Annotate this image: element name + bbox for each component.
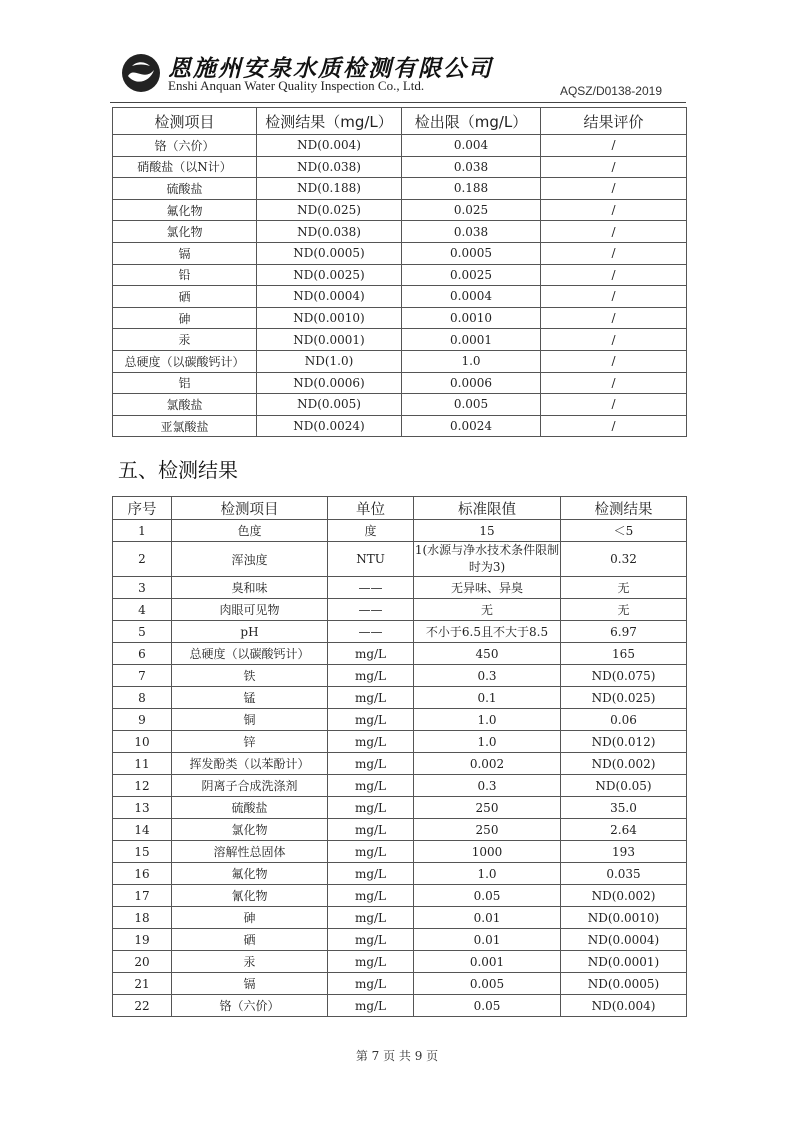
table-cell: 氯化物 [113, 221, 257, 243]
table-cell: 氯酸盐 [113, 394, 257, 416]
table-cell: 3 [113, 577, 172, 599]
table-cell: ND(0.0001) [257, 329, 402, 351]
table-cell: ND(0.002) [561, 885, 687, 907]
table-cell: 14 [113, 819, 172, 841]
table-cell: 16 [113, 863, 172, 885]
table-cell: 0.32 [561, 542, 687, 577]
table-row [113, 709, 687, 731]
table-row [113, 199, 687, 221]
table-cell: 锌 [172, 731, 328, 753]
table-cell: —— [328, 577, 414, 599]
table-cell: ND(0.004) [561, 995, 687, 1017]
table-cell: 0.05 [414, 885, 561, 907]
table-cell: ND(0.0001) [561, 951, 687, 973]
table-cell: 6.97 [561, 621, 687, 643]
table-cell: 0.01 [414, 907, 561, 929]
table-cell: 1.0 [414, 863, 561, 885]
table-cell: ND(0.025) [561, 687, 687, 709]
table-row [113, 863, 687, 885]
table-cell: 硫酸盐 [113, 178, 257, 200]
table-cell: 165 [561, 643, 687, 665]
table-cell: 7 [113, 665, 172, 687]
table-cell: ND(0.004) [257, 135, 402, 157]
report-number: AQSZ/D0138-2019 [559, 84, 662, 98]
table-row [113, 841, 687, 863]
table-row [113, 599, 687, 621]
table-cell: mg/L [328, 973, 414, 995]
page-footer: 第 7 页 共 9 页 [355, 1049, 439, 1063]
table-row [113, 221, 687, 243]
header-cell: 检测项目 [113, 108, 257, 135]
table-cell: mg/L [328, 841, 414, 863]
table-cell: 砷 [172, 907, 328, 929]
table-cell: / [541, 242, 687, 264]
table-cell: ND(0.005) [257, 394, 402, 416]
table-row [113, 753, 687, 775]
table-cell: 硒 [113, 286, 257, 308]
table-cell: 0.025 [402, 199, 541, 221]
table-cell: NTU [328, 542, 414, 577]
table-cell: 色度 [172, 520, 328, 542]
table-cell: 35.0 [561, 797, 687, 819]
table-cell: 2 [113, 542, 172, 577]
table-cell: 0.01 [414, 929, 561, 951]
table-cell: 10 [113, 731, 172, 753]
table-cell: 氰化物 [172, 885, 328, 907]
table-cell: 铬（六价） [113, 135, 257, 157]
table-cell: 15 [414, 520, 561, 542]
table-cell: 氯化物 [172, 819, 328, 841]
table-row [113, 797, 687, 819]
table-cell: / [541, 221, 687, 243]
table-row [113, 286, 687, 308]
table-cell: ND(0.038) [257, 221, 402, 243]
table-cell: 250 [414, 797, 561, 819]
table-cell: 无异味、异臭 [414, 577, 561, 599]
table-row [113, 643, 687, 665]
table-cell: mg/L [328, 643, 414, 665]
header-cell: 标准限值 [414, 497, 561, 520]
table-cell: 0.005 [414, 973, 561, 995]
table-cell: mg/L [328, 885, 414, 907]
table-cell: 0.005 [402, 394, 541, 416]
table-cell: 1 [113, 520, 172, 542]
table-row [113, 394, 687, 416]
table-row [113, 929, 687, 951]
table-cell: 硒 [172, 929, 328, 951]
table-cell: 15 [113, 841, 172, 863]
table-cell: 21 [113, 973, 172, 995]
table-cell: mg/L [328, 929, 414, 951]
table-cell: 17 [113, 885, 172, 907]
header-cell: 检测结果 [561, 497, 687, 520]
table-cell: 1(水源与净水技术条件限制时为3) [414, 542, 561, 577]
table-cell: 0.3 [414, 665, 561, 687]
table-cell: 0.001 [414, 951, 561, 973]
table-cell: / [541, 178, 687, 200]
table-cell: / [541, 372, 687, 394]
table-cell: ND(0.0004) [257, 286, 402, 308]
table-cell: 5 [113, 621, 172, 643]
table-cell: 0.035 [561, 863, 687, 885]
table-cell: ND(1.0) [257, 350, 402, 372]
table-row [113, 995, 687, 1017]
table-cell: 无 [561, 599, 687, 621]
table-cell: ND(0.0004) [561, 929, 687, 951]
table-cell: 1000 [414, 841, 561, 863]
table-cell: 度 [328, 520, 414, 542]
table-cell: 总硬度（以碳酸钙计） [113, 350, 257, 372]
section-title: 五、检测结果 [118, 458, 238, 482]
table-row [113, 731, 687, 753]
table-row [113, 307, 687, 329]
table-cell: / [541, 415, 687, 437]
table-cell: / [541, 394, 687, 416]
table-cell: / [541, 307, 687, 329]
table-cell: ND(0.0024) [257, 415, 402, 437]
table-cell: 0.0010 [402, 307, 541, 329]
table-cell: 11 [113, 753, 172, 775]
table-cell: / [541, 156, 687, 178]
table-row [113, 156, 687, 178]
table-row [113, 775, 687, 797]
table-cell: 硝酸盐（以N计） [113, 156, 257, 178]
table-row [113, 973, 687, 995]
table-cell: 镉 [113, 242, 257, 264]
table-row [113, 885, 687, 907]
table-cell: 250 [414, 819, 561, 841]
table-row [113, 242, 687, 264]
table-cell: 锰 [172, 687, 328, 709]
table-cell: 193 [561, 841, 687, 863]
table-cell: pH [172, 621, 328, 643]
table-row [113, 542, 687, 577]
table-cell: mg/L [328, 687, 414, 709]
table-cell: mg/L [328, 775, 414, 797]
table-cell: 镉 [172, 973, 328, 995]
table-cell: 溶解性总固体 [172, 841, 328, 863]
table-cell: 总硬度（以碳酸钙计） [172, 643, 328, 665]
table-row [113, 665, 687, 687]
table-cell: 臭和味 [172, 577, 328, 599]
table-header-row [113, 108, 687, 135]
table-cell: / [541, 329, 687, 351]
table-cell: 1.0 [414, 731, 561, 753]
table-cell: 铬（六价） [172, 995, 328, 1017]
table-cell: mg/L [328, 665, 414, 687]
table-cell: 1.0 [414, 709, 561, 731]
table-row [113, 819, 687, 841]
table-cell: 汞 [172, 951, 328, 973]
header-divider [110, 102, 686, 103]
table-header-row [113, 497, 687, 520]
table-cell: ND(0.075) [561, 665, 687, 687]
table-cell: 0.0025 [402, 264, 541, 286]
table-cell: 4 [113, 599, 172, 621]
header-cell: 检测项目 [172, 497, 328, 520]
header-cell: 检出限（mg/L） [402, 108, 541, 135]
table-cell: 0.0005 [402, 242, 541, 264]
table-cell: mg/L [328, 819, 414, 841]
table-cell: 无 [561, 577, 687, 599]
table-cell: ND(0.188) [257, 178, 402, 200]
table-cell: 450 [414, 643, 561, 665]
table-cell: ND(0.0006) [257, 372, 402, 394]
table-cell: ND(0.05) [561, 775, 687, 797]
table-cell: 亚氯酸盐 [113, 415, 257, 437]
table-cell: 8 [113, 687, 172, 709]
table-cell: ND(0.012) [561, 731, 687, 753]
table-cell: / [541, 135, 687, 157]
table-cell: 20 [113, 951, 172, 973]
table-cell: ND(0.0010) [561, 907, 687, 929]
table-cell: / [541, 264, 687, 286]
table-cell: 9 [113, 709, 172, 731]
header-cell: 结果评价 [541, 108, 687, 135]
table-cell: / [541, 350, 687, 372]
table-cell: mg/L [328, 907, 414, 929]
table-cell: ND(0.0010) [257, 307, 402, 329]
table-cell: 6 [113, 643, 172, 665]
table-cell: 0.038 [402, 156, 541, 178]
table-cell: —— [328, 599, 414, 621]
table-cell: 0.038 [402, 221, 541, 243]
table-cell: 氟化物 [113, 199, 257, 221]
header-cell: 检测结果（mg/L） [257, 108, 402, 135]
table-cell: mg/L [328, 951, 414, 973]
table-row [113, 264, 687, 286]
table-row [113, 577, 687, 599]
table-cell: 0.188 [402, 178, 541, 200]
table-cell: 0.0024 [402, 415, 541, 437]
table-cell: ＜5 [561, 520, 687, 542]
table-row [113, 520, 687, 542]
table-cell: 0.06 [561, 709, 687, 731]
table-cell: 22 [113, 995, 172, 1017]
table-cell: ND(0.038) [257, 156, 402, 178]
table-cell: —— [328, 621, 414, 643]
table-cell: 无 [414, 599, 561, 621]
table-cell: ND(0.0025) [257, 264, 402, 286]
table-cell: 0.05 [414, 995, 561, 1017]
table-row [113, 687, 687, 709]
table-cell: 1.0 [402, 350, 541, 372]
header-cell: 单位 [328, 497, 414, 520]
company-name-cn: 恩施州安泉水质检测有限公司 [168, 56, 493, 82]
table-cell: 0.0001 [402, 329, 541, 351]
table-cell: 0.0006 [402, 372, 541, 394]
table-cell: / [541, 199, 687, 221]
table-cell: 12 [113, 775, 172, 797]
header-cell: 序号 [113, 497, 172, 520]
table-cell: mg/L [328, 995, 414, 1017]
table-row [113, 907, 687, 929]
table-cell: 18 [113, 907, 172, 929]
results-table [112, 496, 687, 1017]
table-cell: 氟化物 [172, 863, 328, 885]
table-row [113, 350, 687, 372]
table-cell: ND(0.0005) [257, 242, 402, 264]
table-cell: 铁 [172, 665, 328, 687]
table-cell: 阴离子合成洗涤剂 [172, 775, 328, 797]
table-cell: 0.1 [414, 687, 561, 709]
company-logo-icon [120, 52, 162, 94]
table-row [113, 372, 687, 394]
table-cell: 2.64 [561, 819, 687, 841]
table-cell: 0.0004 [402, 286, 541, 308]
table-cell: ND(0.0005) [561, 973, 687, 995]
table-row [113, 178, 687, 200]
table-cell: 肉眼可见物 [172, 599, 328, 621]
table-cell: 铅 [113, 264, 257, 286]
table-cell: 挥发酚类（以苯酚计） [172, 753, 328, 775]
table-cell: 0.004 [402, 135, 541, 157]
table-cell: 铜 [172, 709, 328, 731]
table-cell: 0.002 [414, 753, 561, 775]
table-cell: mg/L [328, 797, 414, 819]
table-cell: mg/L [328, 709, 414, 731]
table-cell: 不小于6.5且不大于8.5 [414, 621, 561, 643]
table-cell: mg/L [328, 731, 414, 753]
table-cell: 19 [113, 929, 172, 951]
table-cell: / [541, 286, 687, 308]
table-cell: mg/L [328, 753, 414, 775]
table-cell: 浑浊度 [172, 542, 328, 577]
table-cell: 13 [113, 797, 172, 819]
table-row [113, 415, 687, 437]
table-row [113, 135, 687, 157]
table-cell: 0.3 [414, 775, 561, 797]
detection-limit-table [112, 107, 687, 437]
table-cell: ND(0.025) [257, 199, 402, 221]
table-cell: 硫酸盐 [172, 797, 328, 819]
table-row [113, 621, 687, 643]
table-row [113, 951, 687, 973]
table-row [113, 329, 687, 351]
table-cell: ND(0.002) [561, 753, 687, 775]
table-cell: 铝 [113, 372, 257, 394]
table-cell: mg/L [328, 863, 414, 885]
company-name-en: Enshi Anquan Water Quality Inspection Co., Ltd. [168, 78, 425, 93]
table-cell: 砷 [113, 307, 257, 329]
table-cell: 汞 [113, 329, 257, 351]
